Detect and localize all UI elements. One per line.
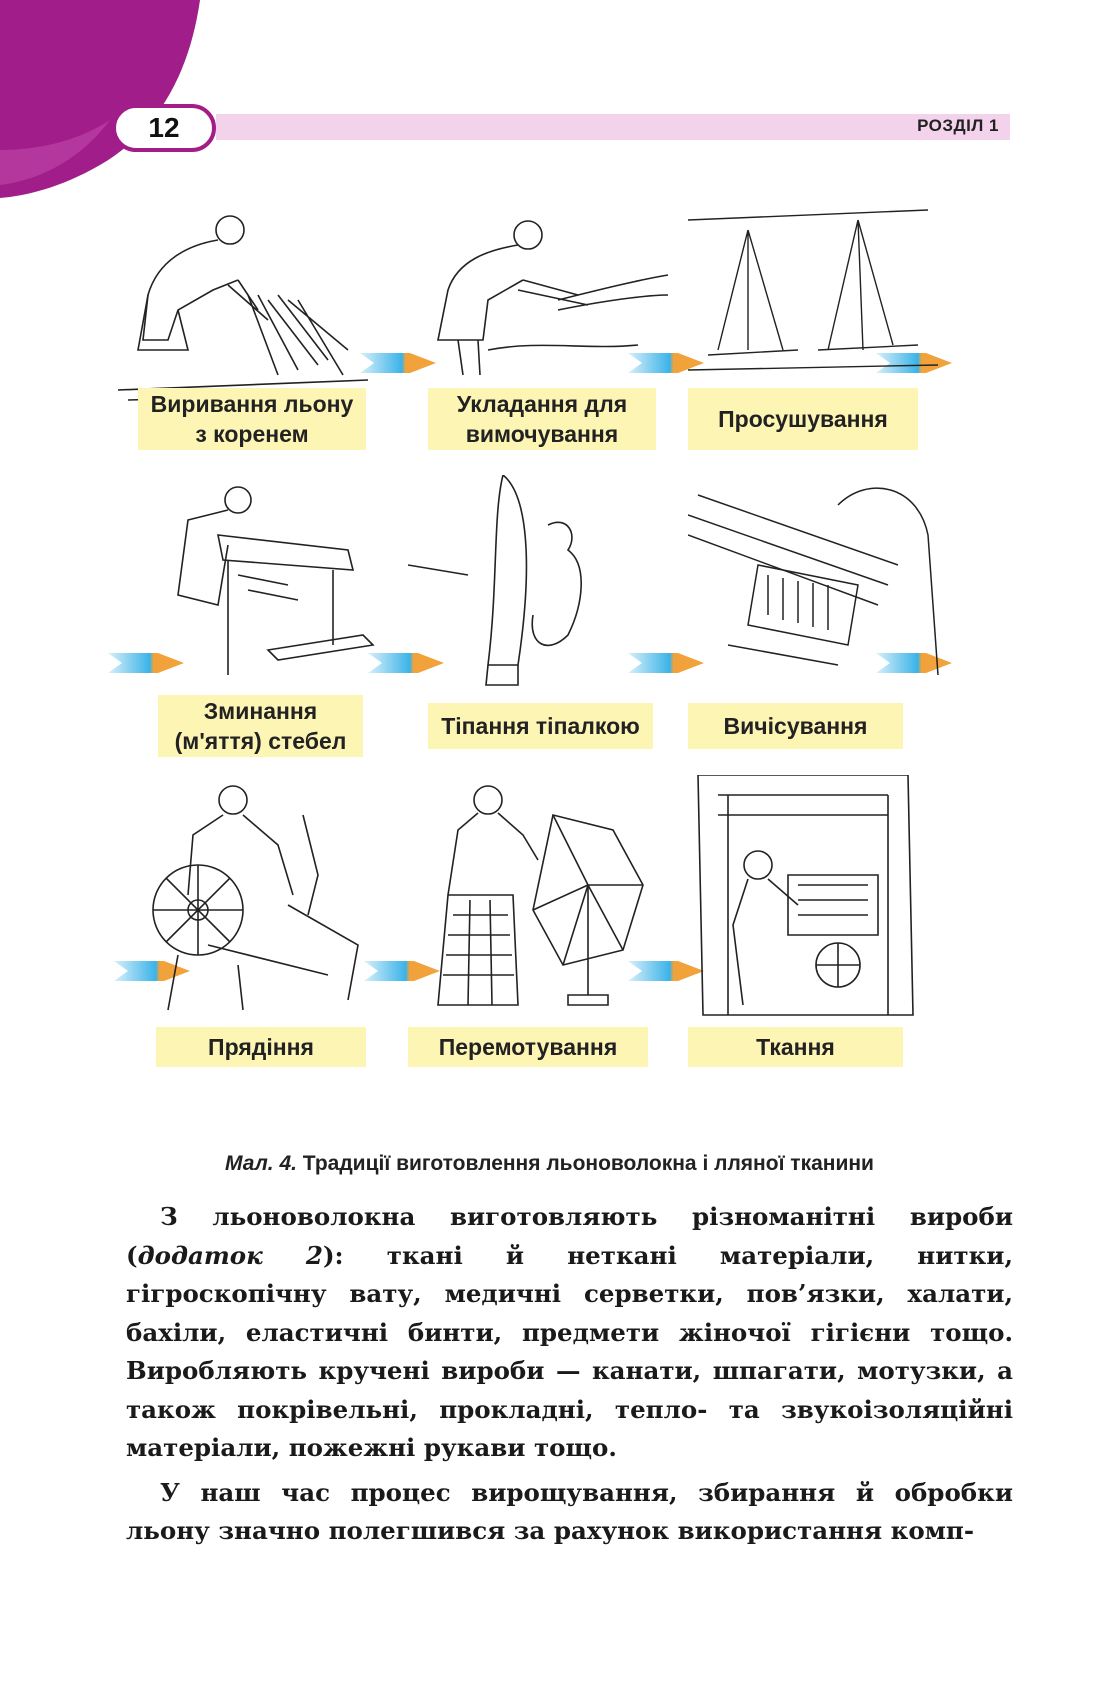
- step-label: Тіпання тіпалкою: [428, 703, 653, 749]
- figure-caption: [0, 1152, 1099, 1176]
- figure-ref: Мал. 4.: [225, 1152, 297, 1175]
- laying-flax-illustration: [408, 200, 678, 415]
- step-label: Вичісування: [688, 703, 903, 749]
- flax-process-figure: [118, 200, 1018, 1160]
- spinning-wheel-illustration: [118, 775, 388, 1020]
- paragraph: У наш час процес вирощування, збирання й обробки льону значно полегшився за рахунок використання комп-: [126, 1477, 1013, 1545]
- paragraph: З льоноволокна виготовляють різноманітні вироби (додаток 2): ткані й неткані матеріали, нитки, гігроскопічну вату, медичні серветки, пов’язки, халати, бахіли, еластичні бинти, предмети жіночої гігієни тощо. Виробляють кручені вироби — канати, шпагати, мотузки, а також покрівельні, прокладні, тепло- та звукоізоляційні матеріали, пожежні рукави тощо.: [126, 1202, 1013, 1462]
- step-label: Зминання (м'яття) стебел: [158, 695, 363, 757]
- step-label: Перемотування: [408, 1027, 648, 1067]
- step-label: Виривання льону з коренем: [138, 388, 366, 450]
- section-label: РОЗДІЛ 1: [917, 116, 999, 135]
- step-label: Ткання: [688, 1027, 903, 1067]
- hackling-comb-illustration: [688, 475, 958, 690]
- step-label: Прядіння: [156, 1027, 366, 1067]
- weaving-loom-illustration: [688, 775, 958, 1020]
- header-band: [216, 114, 1010, 140]
- corner-decoration: [0, 0, 210, 200]
- pulling-flax-illustration: [118, 200, 388, 415]
- step-label: Просушування: [688, 388, 918, 450]
- step-label: Укладання для вимочування: [428, 388, 656, 450]
- page-number: 12: [112, 104, 216, 152]
- figure-caption-text: Традиції виготовлення льоноволокна і лляної тканини: [296, 1152, 874, 1175]
- appendix-ref: додаток 2: [137, 1240, 323, 1270]
- drying-sheaves-illustration: [688, 200, 958, 415]
- body-text: [126, 1198, 1013, 1551]
- flax-brake-illustration: [118, 475, 388, 690]
